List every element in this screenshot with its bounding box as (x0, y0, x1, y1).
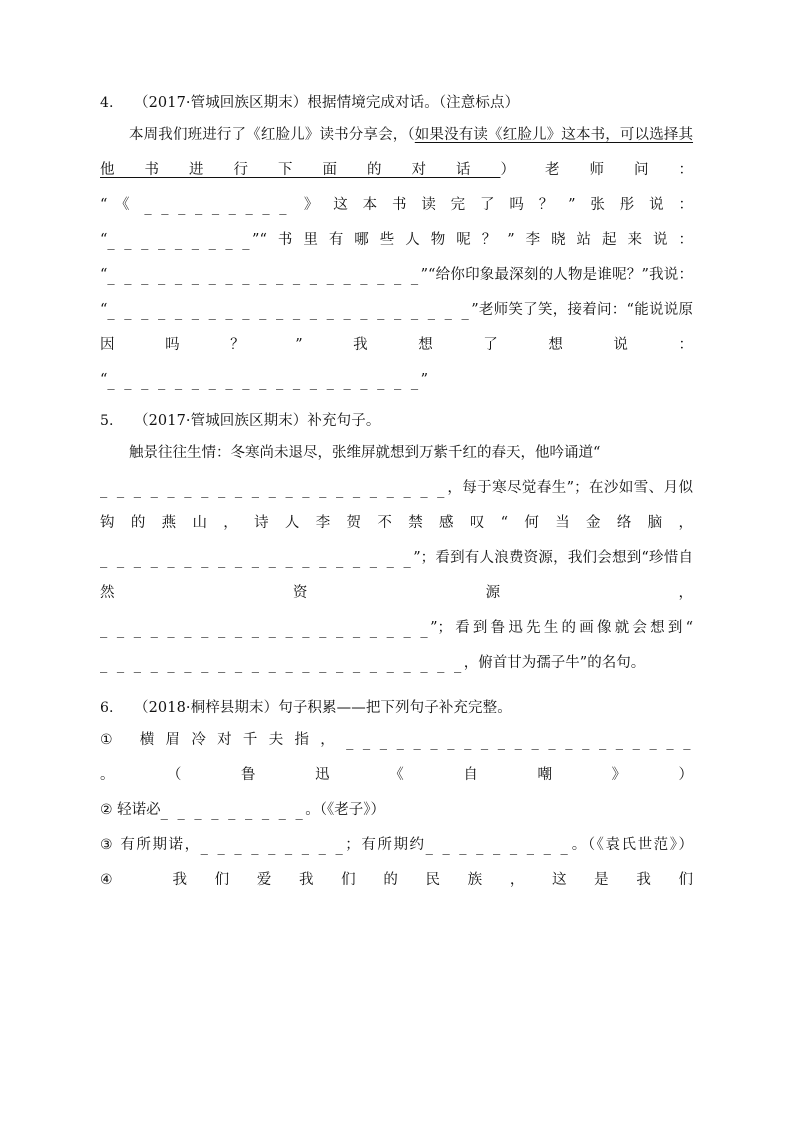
fill-in-blank[interactable]: _ _ _ _ _ _ _ _ _ (107, 234, 253, 250)
item-marker-3: ③ (100, 837, 115, 853)
q4-l3-suffix: ”“书里有哪些人物呢？”李晓站起来说： (252, 232, 693, 248)
question-5-line-3 (100, 541, 693, 611)
question-4-line-5 (100, 293, 693, 363)
question-4-prompt: 根据情境完成对话。（注意标点） (307, 95, 520, 111)
question-5-line-5 (100, 646, 693, 681)
q4-l1-underlined-note: 如果没有读《红脸儿》这本书，可以选择其他书进行下面的对话 (100, 127, 694, 178)
question-5 (100, 406, 693, 681)
question-4-heading (100, 88, 693, 118)
q6-i2-suffix: 。（《老子》） (305, 802, 386, 818)
question-6-source: （2018·桐梓县期末） (134, 700, 279, 716)
q5-l1-text: 触景往往生情：冬寒尚未退尽，张维屏就想到万紫千红的春天，他吟诵道“ (129, 445, 601, 461)
fill-in-blank[interactable]: _ _ _ _ _ _ _ _ _ (200, 839, 346, 855)
fill-in-blank[interactable]: _ _ _ _ _ _ _ _ _ (425, 839, 571, 855)
q5-l3-suffix: ”；看到有人浪费资源，我们会想到“珍惜自然资源， (100, 550, 693, 601)
fill-in-blank[interactable]: _ _ _ _ _ _ _ _ _ _ _ _ _ _ _ _ _ _ _ (107, 269, 421, 285)
question-4-line-3 (100, 223, 693, 258)
question-5-stem (134, 406, 693, 436)
q4-l4-prefix: “ (100, 267, 108, 283)
q6-i4-prefix: 我们爱我们的民族，这是我们 (172, 872, 693, 888)
question-4-line-2 (100, 188, 693, 223)
question-4-line-4 (100, 258, 693, 293)
question-5-heading (100, 406, 693, 436)
question-4-number: 4. (100, 95, 114, 111)
question-6-stem (134, 693, 693, 723)
fill-in-blank[interactable]: _ _ _ _ _ _ _ _ _ _ _ _ _ _ _ _ _ _ _ (107, 374, 421, 390)
question-5-number: 5. (100, 413, 114, 429)
question-6-number: 6. (100, 700, 114, 716)
q4-l1-seg-1: 本周我们班进行了《红脸儿》读书分享会，（ (129, 127, 415, 143)
q4-l4-suffix: ”“给你印象最深刻的人物是谁呢？”我说： (420, 267, 693, 283)
page-content (100, 88, 693, 898)
q6-i3-suffix: 。（《袁氏世范》） (570, 837, 694, 853)
q4-l5-suffix: ”老师笑了笑，接着问：“能说说原因吗？”我想了想说： (100, 302, 693, 353)
fill-in-blank[interactable]: _ _ _ _ _ _ _ _ _ _ _ _ _ _ _ _ _ _ _ (100, 552, 414, 568)
q4-l6-prefix: “ (100, 372, 108, 388)
question-4-line-6 (100, 363, 693, 398)
fill-in-blank[interactable]: _ _ _ _ _ _ _ _ _ (144, 199, 290, 215)
q4-l6-suffix: ” (420, 372, 429, 388)
question-4-line-1 (100, 118, 693, 188)
question-5-line-2 (100, 471, 693, 541)
question-6 (100, 693, 693, 898)
item-marker-2: ② (100, 802, 113, 818)
fill-in-blank[interactable]: _ _ _ _ _ _ _ _ _ _ _ _ _ _ _ _ _ _ _ _ _ _ (100, 657, 464, 673)
fill-in-blank[interactable]: _ _ _ _ _ _ _ _ _ (160, 804, 306, 820)
question-5-prompt: 补充句子。 (307, 413, 381, 429)
fill-in-blank[interactable]: _ _ _ _ _ _ _ _ _ _ _ _ _ _ _ _ _ _ _ _ (100, 622, 431, 638)
question-6-heading (100, 693, 693, 723)
q5-l5-suffix: ，俯首甘为孺子牛”的名句。 (463, 655, 646, 671)
question-6-item-2 (100, 793, 693, 828)
q6-i1-suffix: 。（鲁迅《自嘲》） (100, 767, 693, 783)
q5-l2-suffix: ，每于寒尽觉春生”；在沙如雪、月似钩的燕山，诗人李贺不禁感叹“何当金络脑， (100, 480, 693, 531)
item-marker-1: ① (100, 732, 124, 748)
question-6-item-3 (100, 828, 693, 863)
question-6-item-4 (100, 863, 693, 898)
question-4-stem (134, 88, 693, 118)
question-6-prompt: 句子积累——把下列句子补充完整。 (278, 700, 512, 716)
item-marker-4: ④ (100, 872, 141, 888)
q4-l5-prefix: “ (100, 302, 108, 318)
fill-in-blank[interactable]: _ _ _ _ _ _ _ _ _ _ _ _ _ _ _ _ _ _ _ _ _ (346, 734, 693, 750)
q4-l3-prefix: “ (100, 232, 108, 248)
q6-i3-prefix: 有所期诺， (120, 837, 201, 853)
q4-l2-prefix: “《 (100, 197, 145, 213)
fill-in-blank[interactable]: _ _ _ _ _ _ _ _ _ _ _ _ _ _ _ _ _ _ _ _ _ (100, 482, 447, 498)
q4-l1-seg-3: ）老师问： (500, 162, 693, 178)
question-4-source: （2017·管城回族区期末） (134, 95, 308, 111)
q4-l2-suffix: 》这本书读完了吗？”张彤说： (289, 197, 693, 213)
question-4 (100, 88, 693, 398)
question-5-line-4 (100, 611, 693, 646)
q5-l4-suffix: ”；看到鲁迅先生的画像就会想到“ (430, 620, 693, 636)
question-6-item-1 (100, 723, 693, 793)
question-5-line-1 (100, 436, 693, 471)
q6-i2-prefix: 轻诺必 (117, 802, 161, 818)
q6-i1-prefix: 横眉冷对千夫指， (139, 732, 347, 748)
fill-in-blank[interactable]: _ _ _ _ _ _ _ _ _ _ _ _ _ _ _ _ _ _ _ _ _ _ (107, 304, 472, 320)
question-5-source: （2017·管城回族区期末） (134, 413, 308, 429)
q6-i3-middle: ；有所期约 (345, 837, 426, 853)
block-spacer (100, 683, 693, 693)
